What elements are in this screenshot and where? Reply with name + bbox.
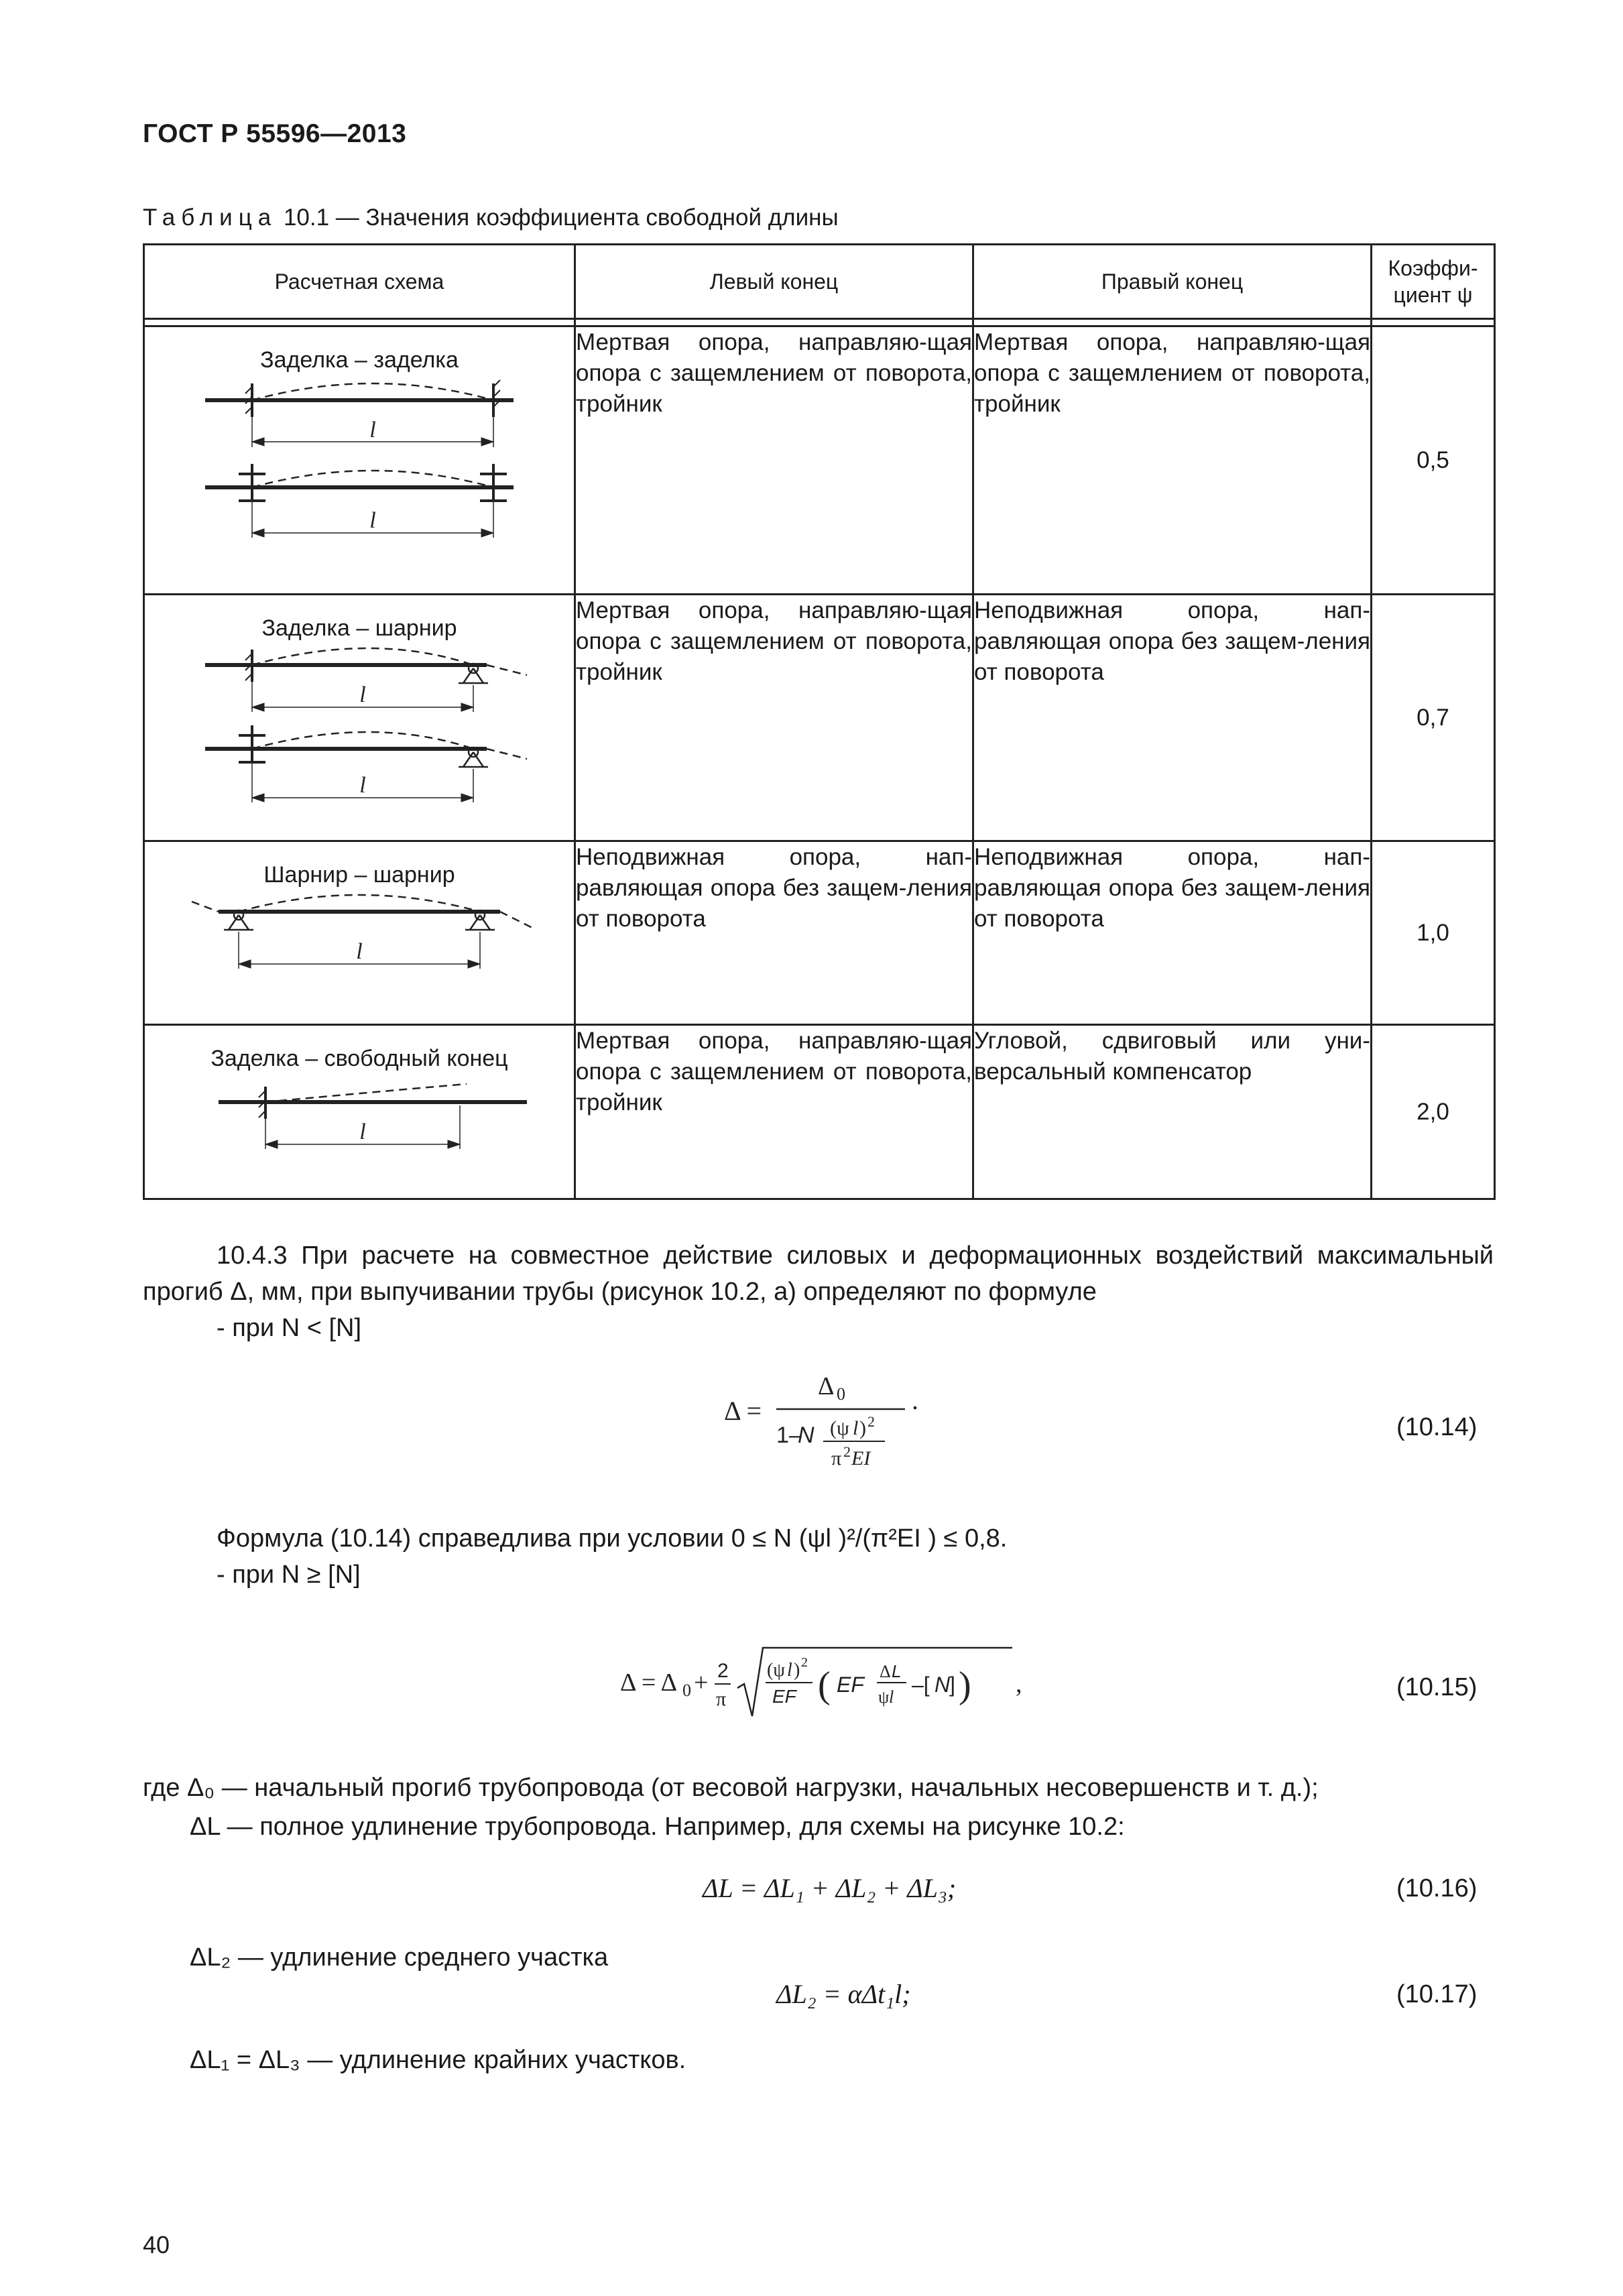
length-label: l	[369, 418, 376, 442]
svg-text:Δ: Δ	[880, 1662, 891, 1681]
condition-n-greater: - при N ≥ [N]	[217, 1561, 361, 1589]
svg-text:π: π	[831, 1447, 842, 1469]
svg-text:+: +	[694, 1669, 709, 1697]
right-end-cell: Неподвижная опора, нап-равляющая опора без защем-ления от поворота	[973, 595, 1372, 841]
scheme-title: Заделка – свободный конец	[211, 1046, 508, 1071]
table-caption-prefix: Таблица	[143, 204, 278, 231]
svg-text:2: 2	[843, 1443, 851, 1460]
svg-text:Δ =: Δ =	[724, 1396, 762, 1426]
formula-10-15	[617, 1636, 1032, 1730]
condition-n-less: - при N < [N]	[217, 1314, 362, 1342]
right-end-cell: Угловой, сдвиговый или уни-версальный компенсатор	[973, 1025, 1372, 1199]
left-end-cell: Мертвая опора, направляю-щая опора с защемлением от поворота, тройник	[575, 326, 973, 595]
svg-text:): )	[794, 1660, 800, 1681]
table-header-row	[144, 245, 1495, 319]
equation-number-10-15: (10.15)	[1396, 1673, 1478, 1701]
svg-text:2: 2	[801, 1655, 808, 1670]
left-end-cell: Мертвая опора, направляю-щая опора с защемлением от поворота, тройник	[575, 595, 973, 841]
length-label: l	[359, 682, 366, 707]
equation-number-10-14: (10.14)	[1396, 1413, 1478, 1441]
scheme-cell	[144, 326, 575, 595]
coefficient-table	[143, 243, 1496, 1200]
svg-text:EF: EF	[772, 1686, 796, 1707]
table-caption	[143, 204, 839, 231]
column-header-scheme: Расчетная схема	[144, 245, 575, 319]
document-code: ГОСТ Р 55596—2013	[143, 119, 407, 148]
formula-10-14	[717, 1368, 932, 1482]
definition-delta-l1-l3: ΔL₁ = ΔL₃ — удлинение крайних участков.	[190, 2046, 686, 2074]
scheme-title: Шарнир – шарнир	[263, 862, 455, 888]
scheme-title: Заделка – заделка	[260, 347, 459, 373]
svg-text:): )	[859, 1417, 866, 1439]
svg-text:N: N	[798, 1423, 815, 1448]
svg-text:(: (	[818, 1665, 831, 1706]
coefficient-cell: 2,0	[1372, 1025, 1495, 1199]
equation-number-10-16: (10.16)	[1396, 1874, 1478, 1902]
table-row	[144, 841, 1495, 1025]
definition-delta-l: ΔL — полное удлинение трубопровода. Например, для схемы на рисунке 10.2:	[190, 1813, 1125, 1841]
formula-10-15-graphic	[617, 1636, 1032, 1730]
scheme-cell	[144, 595, 575, 841]
svg-text:(ψ: (ψ	[830, 1417, 849, 1439]
formula-10-16: ΔL = ΔL₁ + ΔL₂ + ΔL₃;	[703, 1873, 957, 1903]
svg-text:2: 2	[717, 1660, 729, 1682]
definition-delta-l2: ΔL₂ — удлинение среднего участка	[190, 1943, 609, 1972]
svg-text:]: ]	[949, 1673, 955, 1697]
column-header-left-end: Левый конец	[575, 245, 973, 319]
length-label: l	[369, 508, 376, 533]
scheme-hinge-hinge-diagram	[172, 888, 547, 995]
table-row	[144, 326, 1495, 595]
table-row	[144, 1025, 1495, 1199]
svg-text:1–: 1–	[776, 1423, 802, 1448]
left-end-cell: Мертвая опора, направляю-щая опора с защемлением от поворота, тройник	[575, 1025, 973, 1199]
table-row	[144, 595, 1495, 841]
formula-10-14-graphic	[717, 1368, 932, 1482]
column-header-right-end: Правый конец	[973, 245, 1372, 319]
svg-text:ψ: ψ	[878, 1687, 890, 1707]
scheme-cell	[144, 1025, 575, 1199]
table-caption-title: 10.1 — Значения коэффициента свободной длины	[277, 204, 839, 231]
svg-text:EI: EI	[851, 1447, 871, 1469]
scheme-fixed-hinge-diagram	[172, 642, 547, 829]
svg-text:0: 0	[837, 1384, 845, 1404]
definition-delta-0: где Δ₀ — начальный прогиб трубопровода (от весовой нагрузки, начальных несовершенств и т. д.);	[143, 1774, 1319, 1802]
left-end-cell: Неподвижная опора, нап-равляющая опора без защем-ления от поворота	[575, 841, 973, 1025]
page-number: 40	[143, 2231, 170, 2258]
svg-text:EF: EF	[837, 1673, 864, 1697]
coefficient-cell: 0,5	[1372, 326, 1495, 595]
scheme-fixed-fixed-diagram	[172, 373, 547, 575]
svg-text:): )	[959, 1665, 971, 1706]
svg-text:l: l	[787, 1660, 792, 1681]
length-label: l	[359, 773, 366, 798]
length-label: l	[356, 939, 363, 964]
coefficient-cell: 1,0	[1372, 841, 1495, 1025]
svg-text:π: π	[716, 1688, 727, 1710]
right-end-cell: Неподвижная опора, нап-равляющая опора без защем-ления от поворота	[973, 841, 1372, 1025]
svg-text:–[: –[	[912, 1673, 930, 1697]
svg-text:(ψ: (ψ	[767, 1660, 785, 1681]
svg-text:Δ: Δ	[818, 1372, 835, 1400]
svg-text:2: 2	[867, 1413, 875, 1430]
svg-text:,: ,	[1016, 1670, 1022, 1698]
scheme-fixed-free-diagram	[172, 1072, 547, 1172]
scheme-cell	[144, 841, 575, 1025]
svg-text:Δ = Δ: Δ = Δ	[620, 1669, 678, 1697]
formula-condition-note: Формула (10.14) справедлива при условии 0 ≤ N (ψl )²/(π²EI ) ≤ 0,8.	[217, 1524, 1008, 1553]
scheme-title: Заделка – шарнир	[261, 615, 457, 641]
formula-10-17: ΔL₂ = αΔt₁l;	[776, 1979, 911, 2009]
equation-number-10-17: (10.17)	[1396, 1980, 1478, 2008]
paragraph-10-4-3: 10.4.3 При расчете на совместное действие силовых и деформационных воздействий максимальный прогиб Δ, мм, при выпучивании трубы (рисунок 10.2, а) определяют по формуле	[143, 1242, 1494, 1306]
svg-text:N: N	[935, 1673, 951, 1697]
svg-text:l: l	[853, 1417, 859, 1439]
svg-text:l: l	[889, 1687, 894, 1707]
right-end-cell: Мертвая опора, направляю-щая опора с защемлением от поворота, тройник	[973, 326, 1372, 595]
svg-text:0: 0	[682, 1681, 691, 1700]
length-label: l	[359, 1120, 366, 1144]
svg-text:.: .	[912, 1385, 918, 1415]
column-header-coefficient: Коэффи- циент ψ	[1372, 245, 1495, 319]
coefficient-cell: 0,7	[1372, 595, 1495, 841]
svg-text:L: L	[892, 1661, 902, 1681]
